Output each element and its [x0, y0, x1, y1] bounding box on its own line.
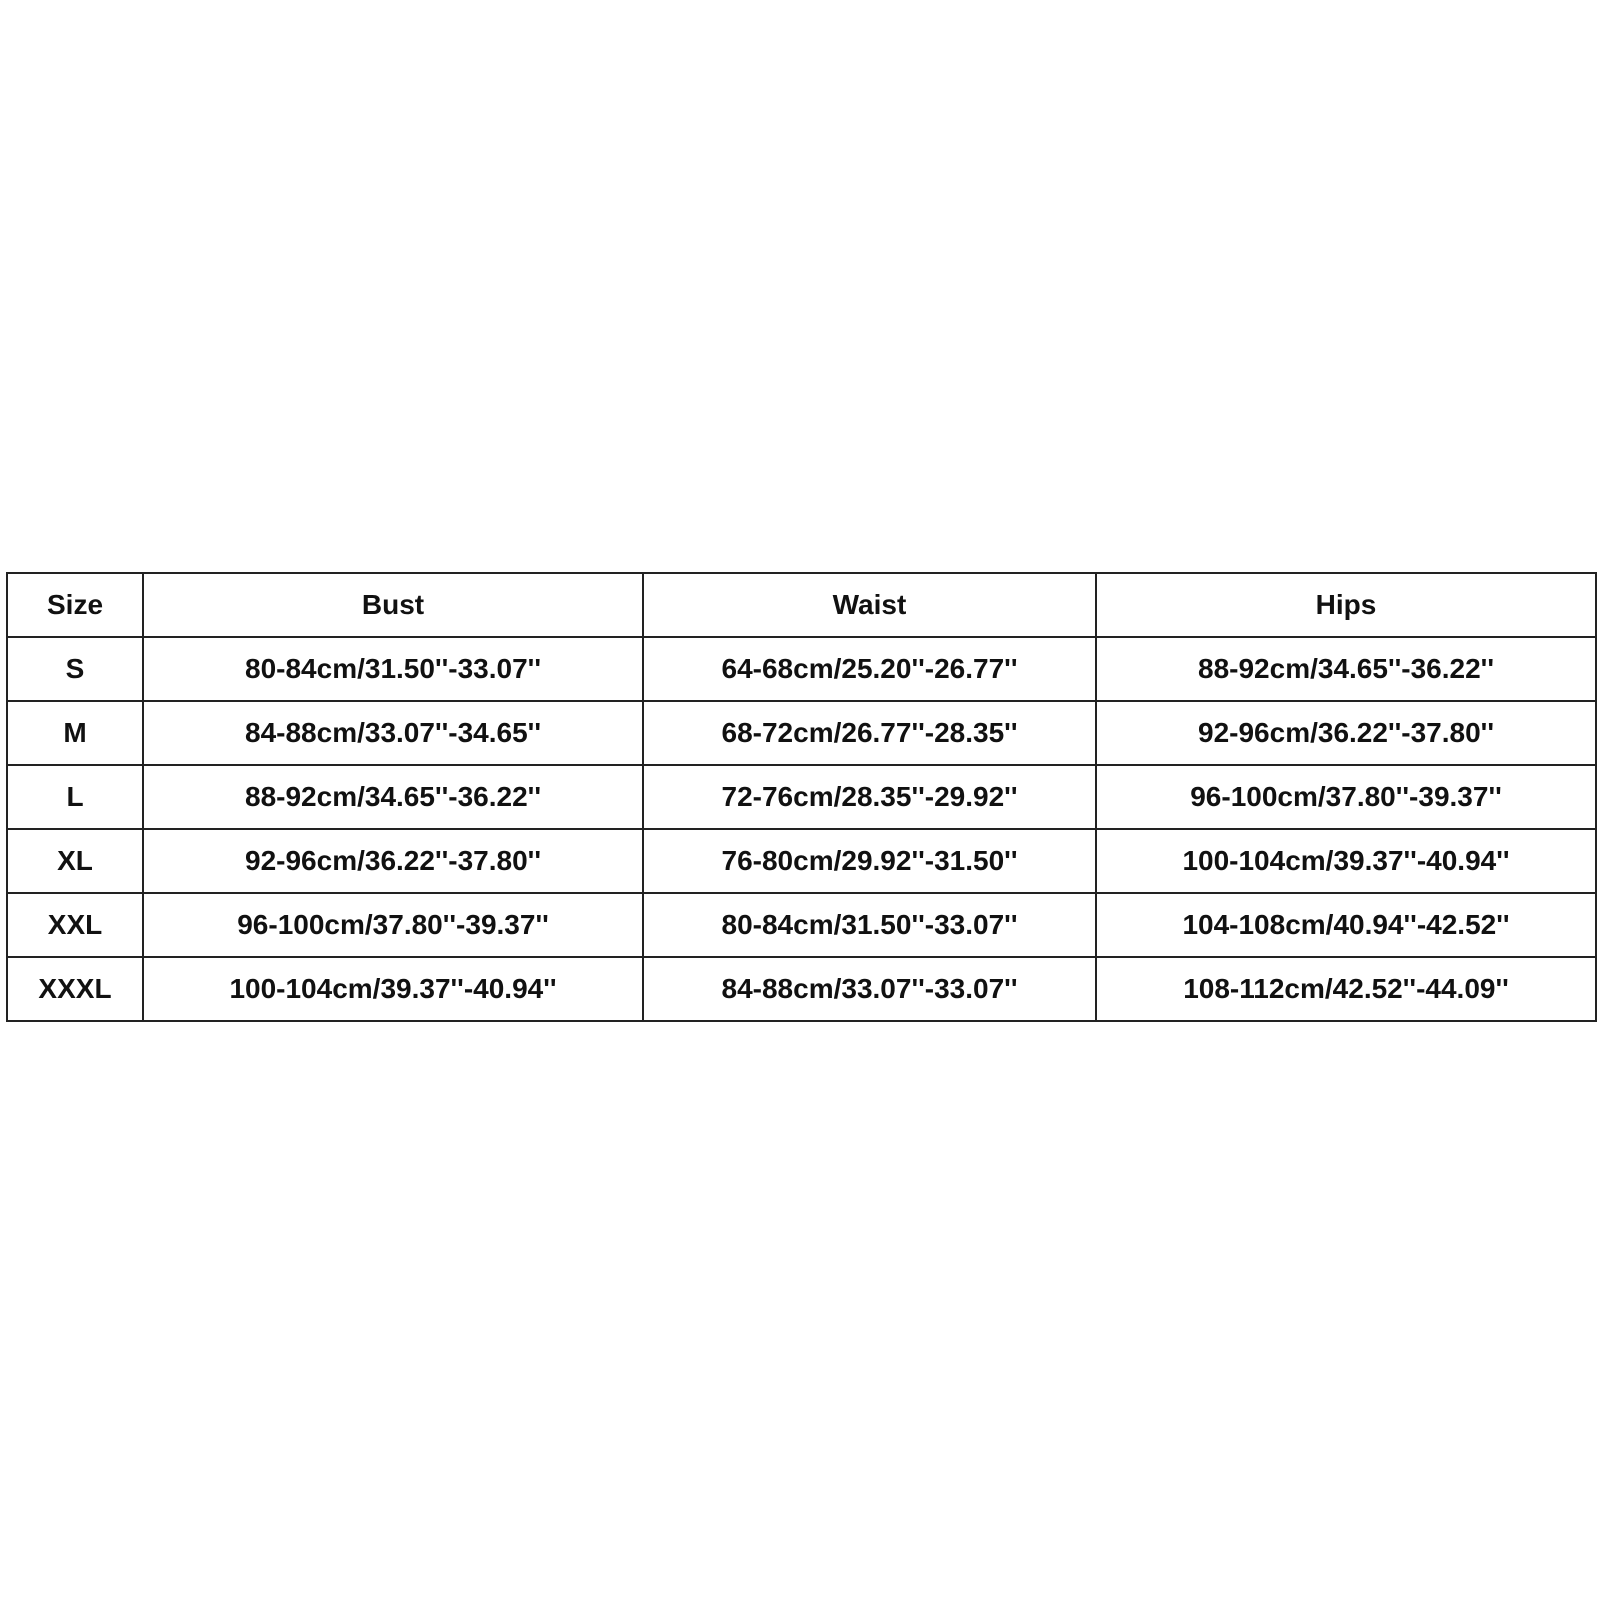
- hips-cell: 88-92cm/34.65''-36.22'': [1096, 637, 1596, 701]
- waist-cell: 68-72cm/26.77''-28.35'': [643, 701, 1096, 765]
- bust-cell: 100-104cm/39.37''-40.94'': [143, 957, 643, 1021]
- table-row: [7, 637, 1596, 701]
- size-cell: M: [7, 701, 143, 765]
- bust-cell: 96-100cm/37.80''-39.37'': [143, 893, 643, 957]
- size-cell: XXL: [7, 893, 143, 957]
- bust-cell: 80-84cm/31.50''-33.07'': [143, 637, 643, 701]
- waist-cell: 76-80cm/29.92''-31.50'': [643, 829, 1096, 893]
- table-row: [7, 893, 1596, 957]
- bust-cell: 88-92cm/34.65''-36.22'': [143, 765, 643, 829]
- waist-cell: 64-68cm/25.20''-26.77'': [643, 637, 1096, 701]
- size-chart-table: [6, 572, 1597, 1022]
- bust-cell: 84-88cm/33.07''-34.65'': [143, 701, 643, 765]
- header-waist: Waist: [643, 573, 1096, 637]
- hips-cell: 96-100cm/37.80''-39.37'': [1096, 765, 1596, 829]
- header-bust: Bust: [143, 573, 643, 637]
- hips-cell: 104-108cm/40.94''-42.52'': [1096, 893, 1596, 957]
- hips-cell: 108-112cm/42.52''-44.09'': [1096, 957, 1596, 1021]
- size-chart: [6, 572, 1595, 1022]
- hips-cell: 92-96cm/36.22''-37.80'': [1096, 701, 1596, 765]
- table-row: [7, 701, 1596, 765]
- header-size: Size: [7, 573, 143, 637]
- size-cell: XL: [7, 829, 143, 893]
- waist-cell: 80-84cm/31.50''-33.07'': [643, 893, 1096, 957]
- size-cell: XXXL: [7, 957, 143, 1021]
- hips-cell: 100-104cm/39.37''-40.94'': [1096, 829, 1596, 893]
- size-cell: S: [7, 637, 143, 701]
- size-cell: L: [7, 765, 143, 829]
- table-row: [7, 829, 1596, 893]
- header-row: [7, 573, 1596, 637]
- header-hips: Hips: [1096, 573, 1596, 637]
- table-row: [7, 957, 1596, 1021]
- waist-cell: 72-76cm/28.35''-29.92'': [643, 765, 1096, 829]
- table-row: [7, 765, 1596, 829]
- bust-cell: 92-96cm/36.22''-37.80'': [143, 829, 643, 893]
- waist-cell: 84-88cm/33.07''-33.07'': [643, 957, 1096, 1021]
